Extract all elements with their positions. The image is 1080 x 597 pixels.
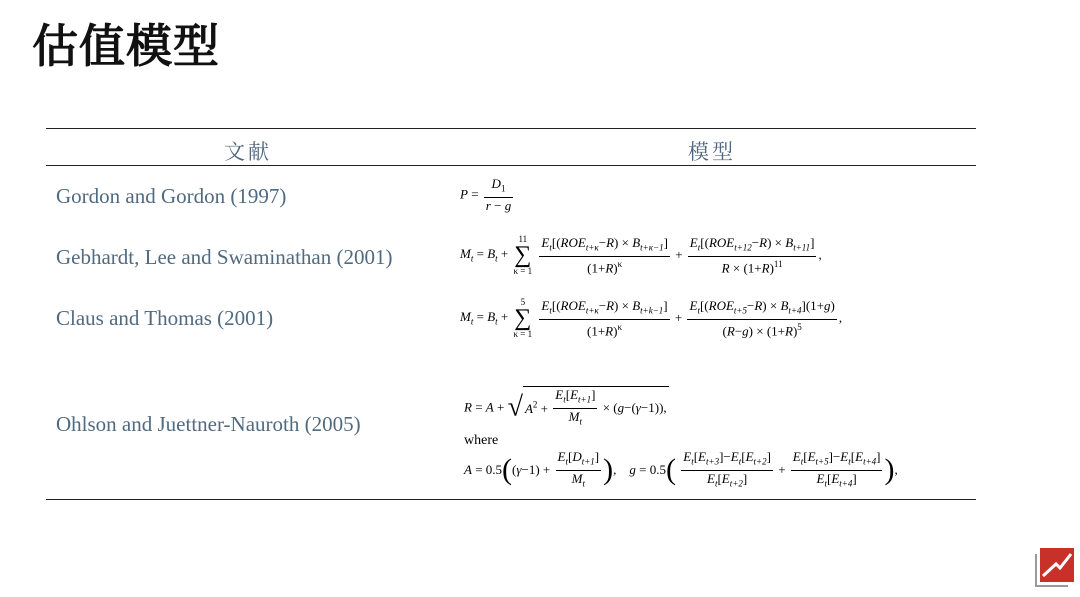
ref-claus: Claus and Thomas (2001) [56, 306, 274, 330]
table-header-rule [46, 165, 976, 166]
equation-gordon: P = $\frac{D_1}{r - g}$ [460, 176, 512, 213]
brand-logo-icon [1034, 546, 1076, 588]
page-title: 估值模型 [32, 19, 220, 73]
ref-gordon: Gordon and Gordon (1997) [56, 184, 287, 208]
ref-gebhardt: Gebhardt, Lee and Swaminathan (2001) [56, 245, 393, 269]
table-bottom-rule [46, 499, 976, 500]
where-label: where [464, 433, 499, 449]
equation-gebhardt: $M_t = B_t$ + 11 ∑ κ = 1 $\frac{E_t[(ROE_{t+\kappa}-R) \times B_{t+\kappa-1}]}{(1+R)^\kappa}$ + $\frac{E_t[(ROE_{t+12}-R) \times B_{t+11}]}{R \times (1+R)^{11}}$ , [460, 234, 822, 276]
table-top-rule [46, 128, 976, 129]
header-model: 模型 [688, 140, 736, 164]
equation-claus: $M_t = B_t$ + 5 ∑ κ = 1 $\frac{E_t[(ROE_{t+\kappa}-R) \times B_{t+k-1}]}{(1+R)^\kappa}$ + $\frac{E_t[(ROE_{t+5}-R) \times B_{t+4}](1+g)}{(R-g) \times (1+R)^5}$ , [460, 297, 843, 339]
equation-ohlson: R = A + √ $A^2$ + $\frac{E_t[E_{t+1}]}{M_t}$ × (g−(γ−1)), where A = 0.5((γ−1) + $\frac{E_t[D_{t+1}]}{M_t}$ ), g = 0.5( $\frac{E_t[E_{t+3}]-E_t[E_{t+2}]}{E_t[E_{t+2}]}$ + $\frac{E_t[E_{t+5}]-E_t[E_{t+4}]}{E_t[E_{t+4}]}$ ), [464, 387, 898, 489]
header-ref: 文献 [224, 140, 272, 164]
ref-ohlson: Ohlson and Juettner-Nauroth (2005) [56, 412, 361, 436]
